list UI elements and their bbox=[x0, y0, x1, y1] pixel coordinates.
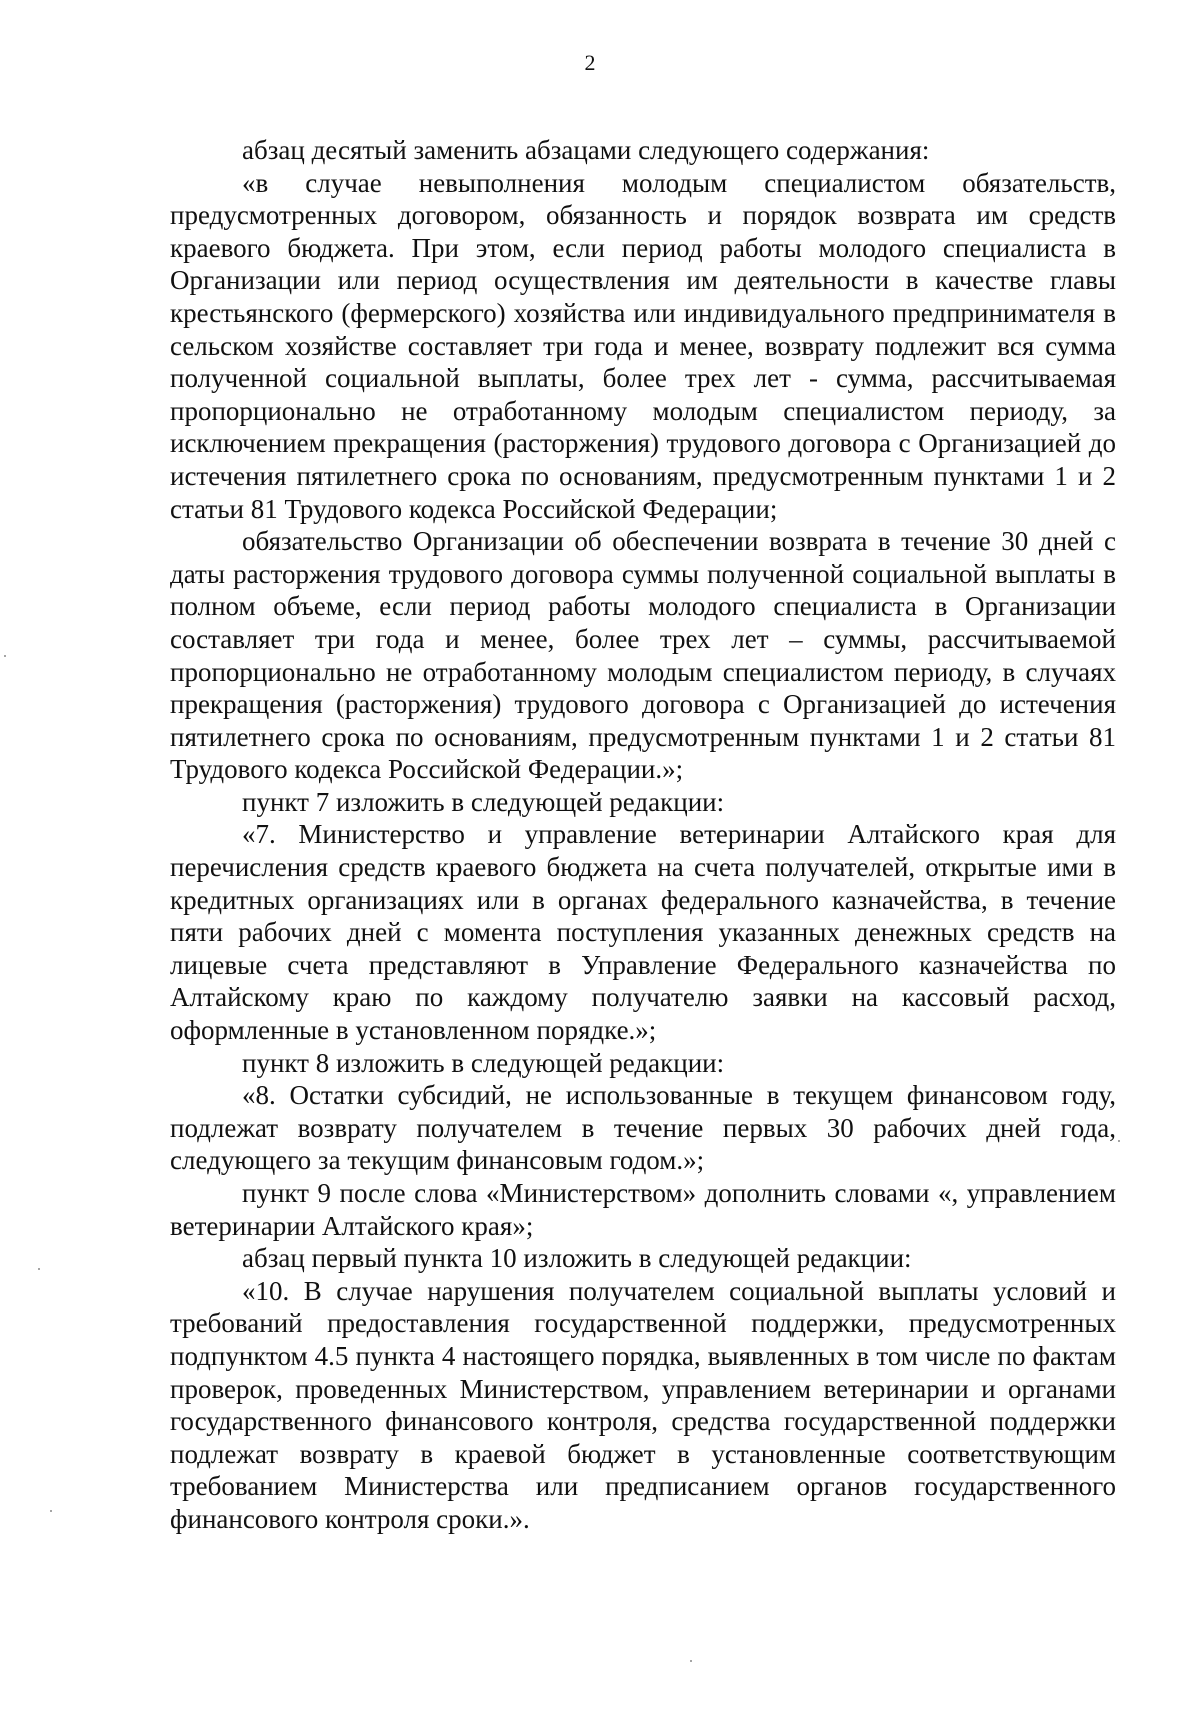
paragraph-6: пункт 8 изложить в следующей редакции: bbox=[242, 1047, 725, 1078]
paragraph-3: обязательство Организации об обеспечении возврата в течение 30 дней с даты расторжения трудового договора суммы полученной социальной выплаты в полном объеме, если период работы молодого специалиста в Организации составляет три года и менее, более трех лет – суммы, рассчитываемой пропорционально не отработанному молодым специалистом периоду, в случаях прекращения (расторжения) трудового договора с Организацией до истечения пятилетнего срока по основаниям, предусмотренным пунктами 1 и 2 статьи 81 Трудового кодекса Российской Федерации.»; bbox=[170, 526, 1116, 785]
scan-speck bbox=[4, 655, 6, 657]
paragraph-1: абзац десятый заменить абзацами следующего содержания: bbox=[242, 135, 930, 165]
paragraph-8: пункт 9 после слова «Министерством» дополнить словами «, управлением ветеринарии Алтайского края»; bbox=[170, 1178, 1116, 1241]
paragraph-9: абзац первый пункта 10 изложить в следующей редакции: bbox=[242, 1243, 912, 1274]
page-number: 2 bbox=[584, 50, 596, 75]
scan-speck bbox=[1118, 1140, 1120, 1142]
scan-speck bbox=[38, 1268, 40, 1270]
paragraph-4: пункт 7 изложить в следующей редакции: bbox=[242, 786, 725, 817]
scan-speck bbox=[50, 1510, 52, 1512]
paragraph-7: «8. Остатки субсидий, не использованные в текущем финансовом году, подлежат возврату получателем в течение первых 30 рабочих дней года, следующего за текущим финансовым годом.»; bbox=[170, 1080, 1116, 1176]
paragraph-10: «10. В случае нарушения получателем социальной выплаты условий и требований предоставления государственной поддержки, предусмотренных подпунктом 4.5 пункта 4 настоящего порядка, выявленных в том числе по фактам проверок, проведенных Министерством, управлением ветеринарии и органами государственного финансового контроля, средства государственной поддержки подлежат возврату в краевой бюджет в установленные соответствующим требованием Министерства или предписанием органов государственного финансового контроля сроки.». bbox=[170, 1275, 1116, 1534]
scan-speck bbox=[690, 1660, 692, 1662]
paragraph-2: «в случае невыполнения молодым специалистом обязательств, предусмотренных договором, обязанность и порядок возврата им средств краевого бюджета. При этом, если период работы молодого специалиста в Организации или период осуществления им деятельности в качестве главы крестьянского (фермерского) хозяйства или индивидуального предпринимателя в сельском хозяйстве составляет три года и менее, возврату подлежит вся сумма полученной социальной выплаты, более трех лет - сумма, рассчитываемая пропорционально не отработанному молодым специалистом периоду, за исключением прекращения (расторжения) трудового договора с Организацией до истечения пятилетнего срока по основаниям, предусмотренным пунктами 1 и 2 статьи 81 Трудового кодекса Российской Федерации; bbox=[170, 167, 1116, 524]
paragraph-5: «7. Министерство и управление ветеринарии Алтайского края для перечисления средств краевого бюджета на счета получателей, открытые ими в кредитных организациях или в органах федерального казначейства, в течение пяти рабочих дней с момента поступления указанных денежных средств на лицевые счета представляют в Управление Федерального казначейства по Алтайскому краю по каждому получателю заявки на кассовый расход, оформленные в установленном порядке.»; bbox=[170, 819, 1116, 1046]
document-body bbox=[170, 134, 1116, 1536]
